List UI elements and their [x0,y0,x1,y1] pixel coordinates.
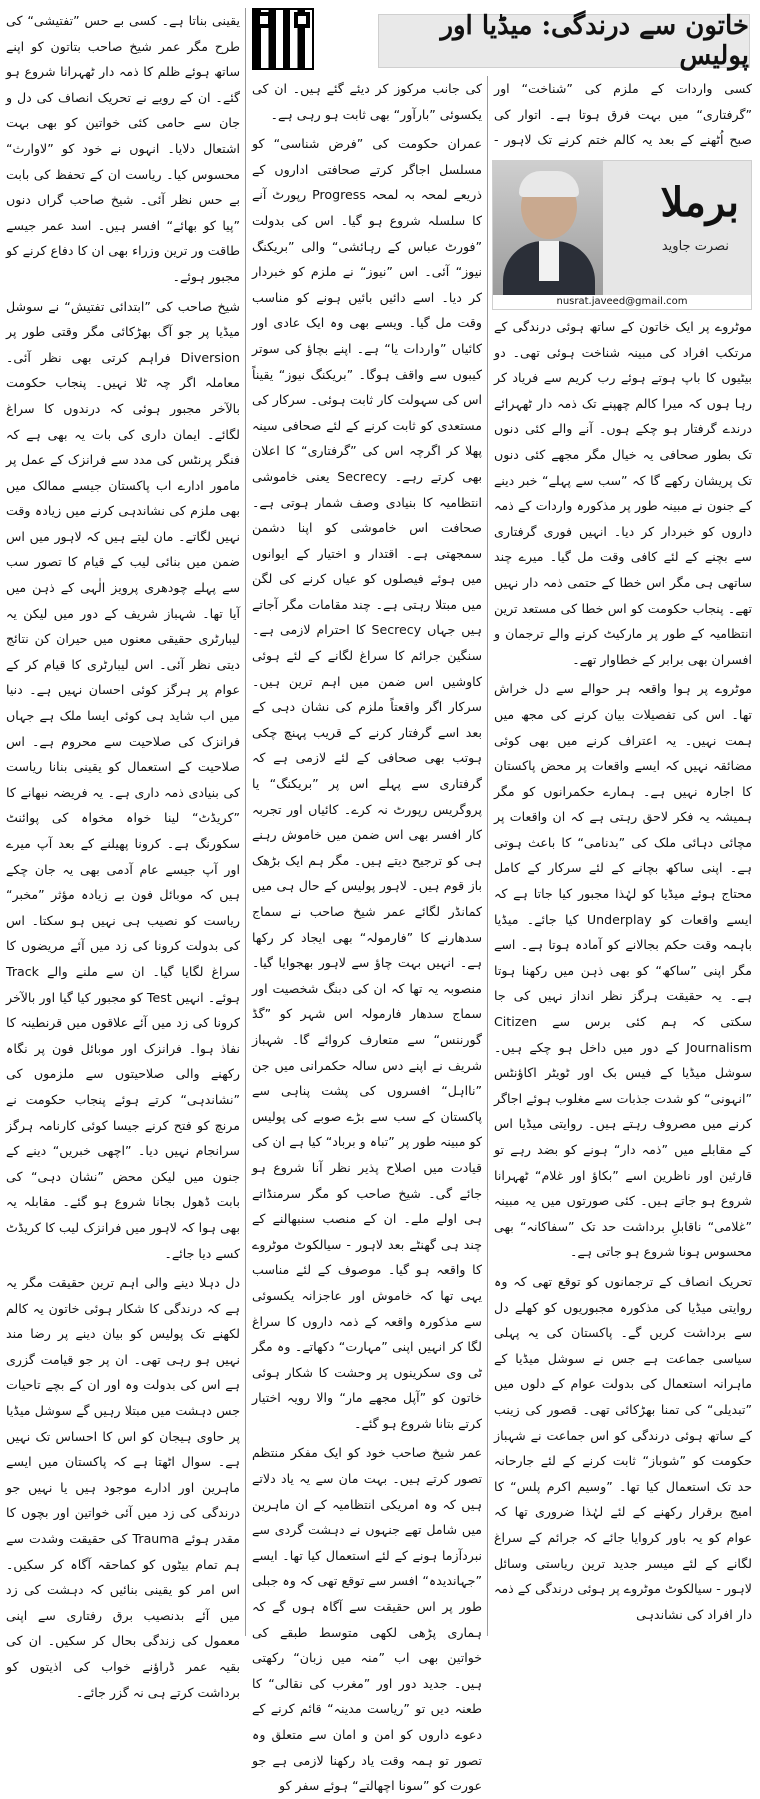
author-photo [493,161,603,297]
column-paragraph: شیخ صاحب کی ”ابتدائی تفتیش“ نے سوشل میڈیا پر جو آگ بھڑکائی مگر وقتی طور پر Diversion فراہم کرتی بھی نظر آئی۔ معاملہ اگر چہ ٹلا نہیں۔ پنجاب حکومت بالآخر مجبور ہوئی کہ درندوں کا سراغ لگائے۔ ایمان داری کی بات یہ بھی ہے کہ فنگر پرنٹس کی مدد سے فرانزک کے عمل پر مامور ادارے اب پاکستان جیسے ممالک میں بھی ملزم کی نشاندہی کرنے میں زیادہ وقت نہیں لگاتے۔ مان لیتے ہیں کہ لاہور میں اس ضمن میں بنائی لیب کے قیام کا تصور سب سے پہلے چودھری پرویز الٰہی کے ذہن میں آیا تھا۔ شہباز شریف کے دور میں لیکن یہ لیبارٹری حقیقی معنوں میں حیران کن نتائج دیتی نظر آئی۔ اس لیبارٹری کا قیام کر کے عوام پر ہرگز کوئی احسان نہیں ہے۔ دنیا میں اب شاید ہی کوئی ایسا ملک ہے جہاں فرانزک کی صلاحیت سے محروم ہے۔ اس صلاحیت کے استعمال کو یقینی بنانا ریاست کی بنیادی ذمہ داری ہے۔ یہ فریضہ نبھانے کا ”کریڈٹ“ لینا خواہ مخواہ کی پوائنٹ سکورنگ ہے۔ کرونا پھیلنے کے بعد آپ میرے اور آپ جیسے عام آدمی بھی یہ جان چکے ہیں کہ موبائل فون بے زیادہ مؤثر ”مخبر“ ریاست کو نصیب ہی نہیں ہو سکتا۔ اس کی بدولت کرونا کی زد میں آئے مریضوں کا سراغ لگایا گیا۔ ان سے ملنے والے Track ہوئے۔ انہیں Test کو مجبور کیا گیا اور بالآخر کرونا کی زد میں آئے علاقوں میں قرنطینہ کا نفاذ ہوا۔ فرانزک اور موبائل فون پر نگاہ رکھنے والی صلاحیتوں سے ملزموں کی ”نشاندہی“ کرتے ہوئے پنجاب حکومت نے مرنچ کو فتح کرنے جیسا کوئی کارنامہ ہرگز سرانجام نہیں دیا۔ ”اچھی خبریں“ دینے کے جنون میں لیکن محض ”نشان دہی“ کی بابت ڈھول بجانا شروع ہو گئے۔ مقابلہ یہ بھی ہوا کہ لاہور میں فرانزک لیب کا کریڈٹ کسے دیا جائے۔ [6,298,240,1261]
author-name: نصرت جاوید [661,239,729,254]
column-paragraph: موٹروے پر ہوا واقعہ ہر حوالے سے دل خراش تھا۔ اس کی تفصیلات بیان کرنے کی مجھ میں ہمت نہیں۔ یہ اعتراف کرنے میں بھی کوئی مضائقہ نہیں کہ ایسے واقعات پر محض پاکستان کا اجارہ نہیں ہے۔ ہمارے حکمرانوں کو مگر ہمیشہ یہ فکر لاحق رہتی ہے کہ ان واقعات پر مچائی دہائی ملک کی ”بدنامی“ کا باعث ہوتی ہے۔ اپنی ساکھ بچانے کے لئے سرکار کے کامل محتاج ہوئے میڈیا کو لہٰذا مجبور کیا جاتا ہے کہ ایسے واقعات کو Underplay کیا جائے۔ میڈیا باہمہ وقت حکم بجالانے کو آمادہ ہوتا ہے۔ اسے مگر اپنی ”ساکھ“ کو بھی ذہن میں رکھنا ہوتا ہے۔ یہ حقیقت ہرگز نظر انداز نہیں کی جا سکتی کہ ہم کئی برس سے Citizen Journalism کے دور میں داخل ہو چکے ہیں۔ سوشل میڈیا کے فیس بک اور ٹویٹر اکاؤنٹس ”انہونی“ کو شدت جذبات سے مغلوب ہوئے اجاگر کرنے میں مصروف رہتے ہیں۔ روایتی میڈیا اس کے مقابلے میں ”ذمہ دار“ ہونے کو بضد رہے تو قارئین اور ناظرین اسے ”بکاؤ اور غلام“ ٹھہرانا شروع ہو جاتے ہیں۔ کئی صورتوں میں یہ مبینہ ”غلامی“ ناقابلِ برداشت حد تک ”سفاکانہ“ بھی محسوس ہونا شروع ہو جاتی ہے۔ [494,681,753,1260]
column-paragraph: کسی واردات کے ملزم کی ”شناخت“ اور ”گرفتاری“ میں بہت فرق ہوتا ہے۔ اتوار کی صبح اُٹھنے کے بعد یہ کالم ختم کرنے تک لاہور - [494,81,752,148]
column-paragraph: موٹروے پر ایک خاتون کے ساتھ ہوئی درندگی کے مرتکب افراد کی مبینہ شناخت ہوئی تھی۔ دو بیٹیوں کا باپ ہوتے ہوئے رب کریم سے فریاد کر رہا ہوں کہ میرا کالم چھپنے تک ذمہ دار ٹھہرائے درندے گرفتار ہو چکے ہوں۔ آنے والے کئی دنوں تک بطور صحافی یہ خیال مگر مجھے کئی دنوں تک پریشان رکھے گا کہ ”سب سے پہلے“ خبر دینے کے جنون نے مبینہ طور پر مذکورہ واردات کے ذمہ داروں کو خبردار کر دیا۔ انہیں فوری گرفتاری سے بچنے کے لئے کافی وقت مل گیا۔ میرے چند ساتھی ہی مگر اس خطا کے حتمی ذمہ دار نہیں تھے۔ پنجاب حکومت کو اس خطا کی مستعد ترین انتظامیہ کے طور پر مارکیٹ کرنے والے ترجمان و افسران بھی برابر کے خطاوار تھے۔ [494,319,752,667]
column-right-top [494,76,752,158]
column-name: برملا [660,179,739,226]
column-paragraph: دل دہلا دینے والی اہم ترین حقیقت مگر یہ ہے کہ درندگی کا شکار ہوئی خاتون یہ کالم لکھنے تک پولیس کو بیان دینے پر رضا مند نہیں ہو رہی تھی۔ ان پر جو قیامت گزری ہے اس کی بدولت وہ اور ان کے بچے تاحیات جس دہشت میں مبتلا رہیں گے سوشل میڈیا پر حاوی ہیجان کو اس کا احساس تک نہیں ہے۔ سوال اٹھتا ہے کہ پاکستان میں ایسے ماہرین اور ادارے موجود ہیں یا نہیں جو درندگی کی زد میں آئی خواتین اور بچوں کا مقدر ہوئے Trauma کی حقیقت وشدت سے ہم تمام بیٹوں کو کماحقہ آگاہ کر سکیں۔ اس امر کو یقینی بنائیں کہ دہشت کی زد میں آئے بدنصیب برق رفتاری سے اپنی معمول کی زندگی بحال کر سکیں۔ ان کی بقیہ عمر ڈراؤنے خواب کی اذیتوں کو برداشت کرتے ہی نہ گزر جائے۔ [6,1275,240,1700]
column-divider [245,8,246,1636]
headline: خاتون سے درندگی: میڈیا اور پولیس [378,14,750,68]
qr-code-icon [252,8,314,70]
column-divider [487,76,488,1636]
column-paragraph: یقینی بناتا ہے۔ کسی بے حس ”تفتیشی“ کی طرح مگر عمر شیخ صاحب بتاتون کو اپنے ساتھ ہوئے ظلم کا ذمہ دار ٹھہرانا شروع ہو گئے۔ ان کے رویے نے تحریک انصاف کی دل و جان سے حامی کئی خواتین کو بھی بہت اشتعال دلایا۔ انہوں نے خود کو ”لاوارث“ محسوس کیا۔ ریاست ان کے تحفظ کی بابت بے حس نظر آئی۔ شیخ صاحب گراں دنوں ”پیا کو بھائے“ افسر ہیں۔ اسد عمر جیسے طاقت ور ترین وزراء بھی ان کا دفاع کرنے کو مجبور ہوئے۔ [6,13,240,284]
column-paragraph: عمر شیخ صاحب خود کو ایک مفکر منتظم تصور کرتے ہیں۔ بہت مان سے یہ یاد دلاتے ہیں کہ وہ امریکی انتظامیہ کے ان ماہرین میں شامل تھے جنہوں نے دہشت گردی سے نبردآزما ہونے کے لئے استعمال کیا تھا۔ ایسے ”جہاندیدہ“ افسر سے توقع تھی کہ وہ جبلی طور پر اس حقیقت سے آگاہ ہوں گے کہ ہماری پڑھی لکھی متوسط طبقے کی خواتین بھی اب ”منہ میں زبان“ رکھتی ہیں۔ جدید دور اور ”مغرب کی نقالی“ کا طعنہ دیں تو ”ریاست مدینہ“ قائم کرنے کے دعوے داروں کو امن و امان سے متعلق وہ تصور تو ہمہ وقت یاد رکھنا لازمی ہے جو عورت کو ”سونا اچھالتے“ ہوئے سفر کو [252,1445,482,1794]
column-right [494,314,752,1634]
column-left [6,8,240,1700]
column-paragraph: تحریک انصاف کے ترجمانوں کو توقع تھی کہ وہ روایتی میڈیا کی مذکورہ مجبوریوں کو کھلے دل سے برداشت کریں گے۔ پاکستان کی یہ پہلی سیاسی جماعت ہے جس نے سوشل میڈیا کے ماہرانہ استعمال کی بدولت عوام کے دلوں میں ”تبدیلی“ کی تمنا بھڑکائی تھی۔ قصور کی زینب کے ساتھ ہوئی درندگی کو اس جماعت نے شہباز حکومت کو ”شوباز“ ثابت کرنے کے لئے جارحانہ حد تک استعمال کیا تھا۔ ”وسیم اکرم پلس“ کا امیج برقرار رکھنے کے لئے لہٰذا ضروری تھا کہ عوام کو یہ باور کروایا جائے کہ جرائم کے سراغ لگانے کے لئے میسر جدید ترین ریاستی وسائل لاہور - سیالکوٹ موٹروے پر ہوئی درندگی کے ذمہ دار افراد کی نشاندہی [494,1273,752,1622]
column-paragraph: کی جانب مرکوز کر دیئے گئے ہیں۔ ان کی یکسوئی ”بارآور“ بھی ثابت ہو رہی ہے۔ [252,81,482,122]
column-paragraph: عمران حکومت کی ”فرض شناسی“ کو مسلسل اجاگر کرتے صحافتی اداروں کے ذریعے لمحہ بہ لمحہ Progress رپورٹ آنے کا سلسلہ شروع ہو گیا۔ اس کی بدولت ”فورٹ عباس کے رہائشی“ والی ”بریکنگ نیوز“ آئی۔ اس ”نیوز“ نے ملزم کو خبردار کر دیا۔ اسے دائیں بائیں ہونے کو مناسب وقت مل گیا۔ ویسے بھی وہ ایک عادی اور کائیاں ”واردات یا“ ہے۔ اپنے بچاؤ کی سوتر کیبوں سے واقف ہوگا۔ ”بریکنگ نیوز“ یقیناً اس کی سہولت کار ثابت ہوئی۔ سرکار کی مستعدی کو ثابت کرنے کے لئے صحافی سینہ پھلا کر اگرچہ اس کی ”گرفتاری“ کا اعلان بھی کرتے رہے۔ Secrecy یعنی خاموشی انتظامیہ کا بنیادی وصف شمار ہوتی ہے۔ صحافت اس خاموشی کو اپنا دشمن سمجھتی ہے۔ اقتدار و اختیار کے ایوانوں میں ہوئے فیصلوں کو عیاں کرنے کی لگن میں مبتلا رہتی ہے۔ چند مقامات مگر آجاتے ہیں جہاں Secrecy کا احترام لازمی ہے۔ سنگین جرائم کا سراغ لگانے کے لئے ہوئی کاوشیں اس ضمن میں اہم ترین ہیں۔ سرکار اگر واقعتاً ملزم کی نشان دہی کے بعد اسے گرفتار کرنے کے قریب پہنچ چکی ہوتب بھی صحافی کے لئے لازمی ہے کہ گرفتاری سے پہلے اس پر ”بریکنگ“ یا پروگریس رپورٹ نہ کرے۔ کائیاں اور تجربہ کار افسر بھی اس ضمن میں خاموش رہنے ہی کو ترجیح دیتے ہیں۔ مگر ہم ایک بڑھک باز قوم ہیں۔ لاہور پولیس کے حال ہی میں کمانڈر لگائے عمر شیخ صاحب نے سماج سدھارنے کا ”فارمولہ“ بھی ایجاد کر رکھا ہے۔ انہیں بہت چاؤ سے لاہور بھجوایا گیا۔ منصوبہ یہ تھا کہ ان کی دبنگ شخصیت اور سماج سدھار فارمولہ اس شہر کو ”گڈ گورننس“ سے متعارف کروائے گا۔ شہباز شریف نے اپنے دس سالہ حکمرانی میں جن ”نااہل“ افسروں کی پشت پناہی سے پاکستان کے سب سے بڑے صوبے کی پولیس کو مبینہ طور پر ”تباہ و برباد“ کیا ہے ان کی قیادت میں اصلاح پذیر نظر آنا شروع ہو جائے گی۔ شیخ صاحب کو مگر سرمنڈاتے ہی اولے ملے۔ ان کے منصب سنبھالنے کے چند ہی گھنٹے بعد لاہور - سیالکوٹ موٹروے کا واقعہ ہو گیا۔ موصوف کے لئے مناسب یہی تھا کہ خاموش اور عاجزانہ یکسوئی سے مذکورہ واقعہ کے ذمہ داروں کا سراغ لگا کر انہیں اپنی ”مہارت“ دکھاتے۔ وہ مگر ٹی وی سکرینوں پر وحشت کا شکار ہوئی خاتون کو ”آپل مجھے مار“ والا رویہ اختیار کرتے بتانا شروع ہو گئے۔ [252,136,482,1431]
column-middle [252,76,482,1794]
author-email: nusrat.javeed@gmail.com [493,295,751,309]
byline-box [492,160,752,310]
